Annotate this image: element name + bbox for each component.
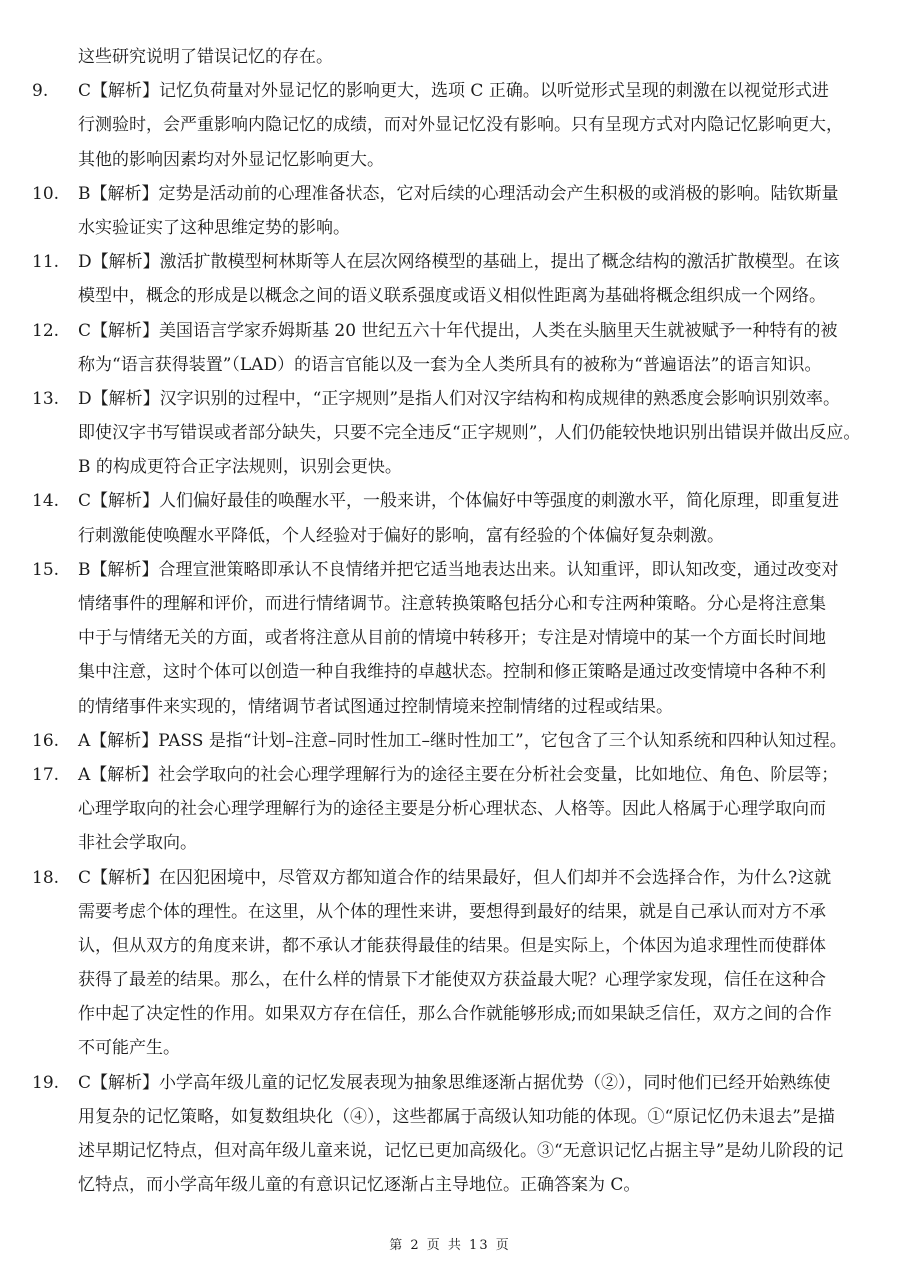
answer-text: C【解析】记忆负荷量对外显记忆的影响更大，选项 C 正确。以听觉形式呈现的刺激在以视觉形式进 (78, 81, 829, 102)
answer-line (32, 211, 868, 245)
answer-text: B 的构成更符合正字法规则，识别会更快。 (78, 457, 402, 478)
answer-line (32, 724, 868, 758)
answer-text: 即使汉字书写错误或者部分缺失，只要不完全违反“正字规则”，人们仍能较快地识别出错误并做出反应。 (78, 423, 861, 444)
answer-line (32, 1066, 868, 1100)
answer-line (32, 1031, 868, 1065)
answer-item (32, 724, 868, 758)
answer-text: D【解析】汉字识别的过程中，“正字规则”是指人们对汉字结构和构成规律的熟悉度会影响识别效率。 (78, 388, 841, 409)
answer-text: C【解析】小学高年级儿童的记忆发展表现为抽象思维逐渐占据优势（②），同时他们已经开始熟练使 (78, 1072, 831, 1093)
answer-text: A【解析】社会学取向的社会心理学理解行为的途径主要在分析社会变量，比如地位、角色、阶层等； (78, 764, 839, 785)
page-footer: 第 2 页 共 13 页 (389, 1238, 511, 1253)
answer-text: A【解析】PASS 是指“计划–注意–同时性加工–继时性加工”，它包含了三个认知系统和四种认知过程。 (78, 730, 847, 751)
answer-line (32, 861, 868, 895)
answer-item (32, 484, 868, 552)
answer-text: C【解析】美国语言学家乔姆斯基 20 世纪五六十年代提出，人类在头脑里天生就被赋予一种特有的被 (78, 320, 838, 341)
answer-text: 需要考虑个体的理性。在这里，从个体的理性来讲，要想得到最好的结果，就是自己承认而对方不承 (78, 901, 826, 922)
answer-text: D【解析】激活扩散模型柯林斯等人在层次网络模型的基础上，提出了概念结构的激活扩散模型。在该 (78, 252, 840, 273)
answer-text: 其他的影响因素均对外显记忆影响更大。 (78, 149, 384, 170)
answer-text: 心理学取向的社会心理学理解行为的途径主要是分析心理状态、人格等。因此人格属于心理学取向而 (78, 799, 826, 820)
answer-item (32, 245, 868, 313)
answer-line (32, 382, 868, 416)
answer-text: 忆特点，而小学高年级儿童的有意识记忆逐渐占主导地位。正确答案为 C。 (78, 1175, 641, 1196)
answer-text: 述早期记忆特点，但对高年级儿童来说，记忆已更加高级化。③“无意识记忆占据主导”是幼儿阶段的记 (78, 1141, 844, 1161)
answer-text: 用复杂的记忆策略，如复数组块化（④），这些都属于高级认知功能的体现。①“原记忆仍未退去”是描 (78, 1106, 835, 1127)
answer-text: B【解析】定势是活动前的心理准备状态，它对后续的心理活动会产生积极的或消极的影响。陆钦斯量 (78, 183, 839, 204)
question-number: 17. (32, 764, 60, 785)
answer-line (32, 553, 868, 587)
question-number: 19. (32, 1072, 60, 1093)
question-number: 13. (32, 388, 60, 409)
answer-line (32, 143, 868, 177)
answer-text: 中于与情绪无关的方面，或者将注意从目前的情境中转移开；专注是对情境中的某一个方面长时间地 (78, 628, 826, 649)
answer-text: 行刺激能使唤醒水平降低，个人经验对于偏好的影响，富有经验的个体偏好复杂刺激。 (78, 525, 724, 546)
answer-line (32, 758, 868, 792)
answer-line (32, 484, 868, 518)
answer-line (32, 963, 868, 997)
answer-text: 非社会学取向。 (78, 833, 197, 854)
answer-line (32, 74, 868, 108)
answer-item (32, 314, 868, 382)
answer-text: 不可能产生。 (78, 1038, 180, 1059)
answer-line (32, 690, 868, 724)
answer-line (32, 108, 868, 142)
answer-text: 集中注意，这时个体可以创造一种自我维持的卓越状态。控制和修正策略是通过改变情境中各种不利 (78, 662, 826, 683)
answer-text: 获得了最差的结果。那么，在什么样的情景下才能使双方获益最大呢？心理学家发现，信任在这种合 (78, 970, 826, 991)
answer-item (32, 177, 868, 245)
answer-item (32, 1066, 868, 1203)
answer-line (32, 519, 868, 553)
answer-text: 认，但从双方的角度来讲，都不承认才能获得最佳的结果。但是实际上，个体因为追求理性而使群体 (78, 935, 826, 956)
answer-line (32, 997, 868, 1031)
answer-text: B【解析】合理宣泄策略即承认不良情绪并把它适当地表达出来。认知重评，即认知改变，通过改变对 (78, 559, 839, 580)
answer-text: C【解析】在囚犯困境中，尽管双方都知道合作的结果最好，但人们却并不会选择合作，为什么?这就 (78, 867, 832, 888)
answer-line (32, 314, 868, 348)
question-number: 9. (32, 81, 49, 102)
answer-line (32, 895, 868, 929)
answer-item (32, 382, 868, 485)
answer-text: 称为“语言获得装置”（LAD）的语言官能以及一套为全人类所具有的被称为“普遍语法”的语言知识。 (78, 354, 822, 375)
answer-text: 情绪事件的理解和评价，而进行情绪调节。注意转换策略包括分心和专注两种策略。分心是将注意集 (78, 594, 826, 614)
question-number: 10. (32, 183, 60, 204)
answer-line (32, 587, 868, 621)
question-number: 11. (32, 252, 60, 273)
question-number: 15. (32, 559, 60, 580)
question-number: 14. (32, 491, 60, 512)
answer-line (32, 1100, 868, 1134)
answer-line (32, 1168, 868, 1202)
answer-text: 的情绪事件来实现的，情绪调节者试图通过控制情境来控制情绪的过程或结果。 (78, 696, 673, 717)
answer-line (32, 177, 868, 211)
answer-line (32, 929, 868, 963)
question-number: 18. (32, 867, 60, 888)
answer-text: 水实验证实了这种思维定势的影响。 (78, 217, 350, 238)
question-number: 12. (32, 320, 60, 341)
answer-text: 作中起了决定性的作用。如果双方存在信任，那么合作就能够形成;而如果缺乏信任，双方之间的合作 (78, 1004, 832, 1025)
answer-line (32, 348, 868, 382)
answer-line (32, 655, 868, 689)
answer-line (32, 279, 868, 313)
intro-line: 这些研究说明了错误记忆的存在。 (78, 47, 333, 67)
answer-line (32, 450, 868, 484)
answer-line (32, 621, 868, 655)
answer-line (32, 245, 868, 279)
answer-explanations (32, 40, 868, 1202)
answer-item (32, 758, 868, 861)
answer-text: 行测验时，会严重影响内隐记忆的成绩，而对外显记忆没有影响。只有呈现方式对内隐记忆影响更大， (78, 115, 843, 136)
answer-item (32, 553, 868, 724)
answer-text: 模型中，概念的形成是以概念之间的语义联系强度或语义相似性距离为基础将概念组织成一个网络。 (78, 286, 826, 307)
answer-line (32, 826, 868, 860)
question-number: 16. (32, 730, 60, 751)
answer-text: C【解析】人们偏好最佳的唤醒水平，一般来讲，个体偏好中等强度的刺激水平，简化原理，即重复进 (78, 491, 840, 512)
answer-item (32, 74, 868, 177)
answer-line (32, 792, 868, 826)
answer-line (32, 416, 868, 450)
answer-line (32, 1134, 868, 1168)
answer-item (32, 861, 868, 1066)
